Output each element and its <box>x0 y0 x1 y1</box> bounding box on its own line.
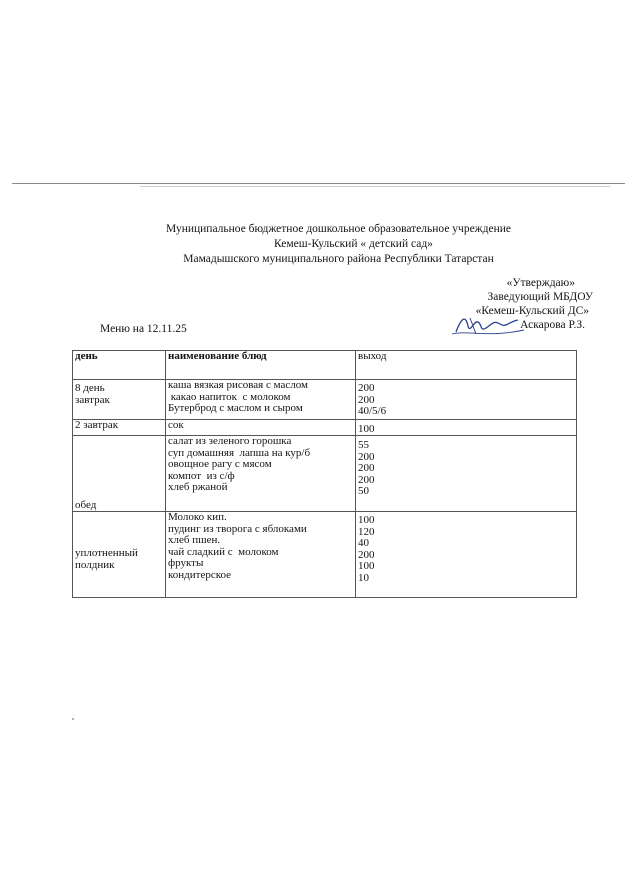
yields-cell <box>356 512 577 598</box>
dish-item: хлеб ржаной <box>168 481 228 493</box>
yields-cell <box>356 420 577 436</box>
dish-item: хлеб пшен. <box>168 534 221 546</box>
yield-value: 200 <box>358 462 375 474</box>
table-row-second-breakfast <box>73 420 577 436</box>
yield-value: 200 <box>358 450 375 463</box>
yield-value: 40 <box>358 537 369 549</box>
approval-position: Заведующий МБДОУ <box>487 291 593 303</box>
meal-label: полдник <box>75 558 115 571</box>
yields-cell <box>356 380 577 420</box>
scan-faint-line <box>140 186 610 187</box>
yield-value: 200 <box>358 548 375 561</box>
meal-cell <box>73 420 166 436</box>
table-row-lunch <box>73 436 577 512</box>
dish-item: какао напиток с молоком <box>168 390 291 403</box>
dish-item: пудинг из творога с яблоками <box>168 522 307 535</box>
table-header-row <box>73 351 577 380</box>
yield-value: 100 <box>358 422 375 435</box>
yield-value: 10 <box>358 571 369 584</box>
dish-item: Молоко кип. <box>168 511 227 523</box>
yield-value: 50 <box>358 485 369 497</box>
meal-label: завтрак <box>75 393 110 406</box>
approval-approve: «Утверждаю» <box>506 277 575 289</box>
meal-label: обед <box>75 498 97 511</box>
column-header-dish: наименование блюд <box>166 351 356 380</box>
dish-item: кондитерское <box>168 568 232 581</box>
dish-item: компот из с/ф <box>168 469 235 482</box>
dish-item: фрукты <box>168 557 204 569</box>
meal-label: 2 завтрак <box>75 419 119 431</box>
yield-value: 200 <box>358 393 375 406</box>
approval-name: Аскарова Р.З. <box>520 319 585 331</box>
dish-item: сок <box>168 419 184 431</box>
meal-label: 8 день <box>75 382 105 394</box>
table-row-breakfast <box>73 380 577 420</box>
handwritten-signature <box>448 312 528 340</box>
column-header-yield: выход <box>356 351 577 380</box>
meal-cell <box>73 512 166 598</box>
yields-cell <box>356 436 577 512</box>
scan-top-border <box>12 183 625 184</box>
dishes-cell <box>166 436 356 512</box>
dishes-cell <box>166 420 356 436</box>
dish-item: каша вязкая рисовая с маслом <box>168 379 309 391</box>
menu-title: Меню на 12.11.25 <box>100 323 187 335</box>
yield-value: 100 <box>358 514 375 526</box>
meal-label: уплотненный <box>75 547 138 559</box>
dish-item: Бутерброд с маслом и сыром <box>168 402 303 414</box>
table-row-afternoon-snack <box>73 512 577 598</box>
meal-cell <box>73 380 166 420</box>
header-line-district: Мамадышского муниципального района Республики Татарстан <box>183 253 494 265</box>
meal-cell <box>73 436 166 512</box>
approval-institution: «Кемеш-Кульский ДС» <box>475 305 589 317</box>
dish-item: овощное рагу с мясом <box>168 458 272 470</box>
menu-table <box>72 350 577 598</box>
dishes-cell <box>166 380 356 420</box>
yield-value: 200 <box>358 382 375 394</box>
scan-speck <box>72 718 74 720</box>
dish-item: салат из зеленого горошка <box>168 435 292 447</box>
yield-value: 100 <box>358 560 375 572</box>
dish-item: суп домашняя лапша на кур/б <box>168 446 311 459</box>
column-header-day: день <box>73 351 166 380</box>
header-line-kindergarten: Кемеш-Кульский « детский сад» <box>274 238 433 250</box>
yield-value: 120 <box>358 525 375 538</box>
dish-item: чай сладкий с молоком <box>168 545 279 558</box>
dishes-cell <box>166 512 356 598</box>
yield-value: 200 <box>358 473 375 486</box>
header-line-organization: Муниципальное бюджетное дошкольное образовательное учреждение <box>166 223 511 235</box>
yield-value: 40/5/6 <box>358 405 387 417</box>
yield-value: 55 <box>358 439 369 451</box>
